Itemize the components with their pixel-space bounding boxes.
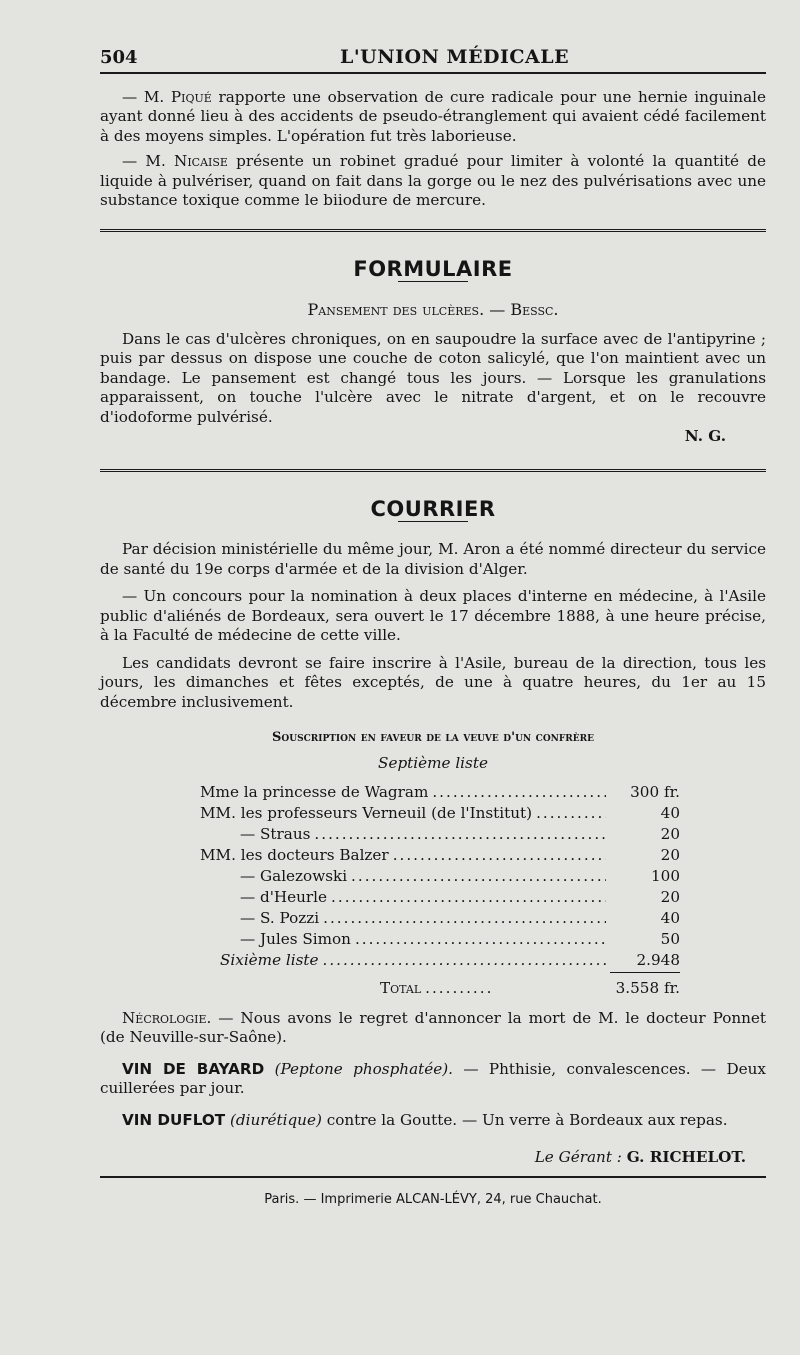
name-pique: Piqué — [170, 87, 212, 106]
paragraph-pique — [100, 88, 766, 147]
gerant-signature — [100, 1148, 766, 1168]
ad-name: VIN DE BAYARD — [122, 1059, 265, 1078]
text-pique: rapporte une observation de cure radicale pour une hernie inguinale ayant donné lieu à des accidents de pseudo-étranglement qui avaient cédé facilement à des moyens simples. L'opération fut très laborieuse. — [100, 87, 766, 145]
ad-paren: (diurétique) — [229, 1110, 322, 1129]
section-divider — [100, 469, 766, 476]
paragraph-nicaise — [100, 152, 766, 211]
section-divider — [100, 229, 766, 236]
souscription-heading: Souscription en faveur de la veuve d'un confrère — [272, 730, 594, 745]
courrier-paragraph-2: — Un concours pour la nomination à deux places d'interne en médecine, à l'Asile public d'aliénés de Bordeaux, sera ouvert le 17 décembre 1888, à une heure précise, à la Faculté de médecine de cette ville. — [100, 587, 766, 644]
formulaire-title: FORMULAIRE — [353, 256, 513, 281]
imprint-line: Paris. — Imprimerie ALCAN-LÉVY, 24, rue Chauchat. — [264, 1191, 602, 1207]
bottom-rule — [100, 1176, 766, 1178]
list-item: — Straus ..... 20 — [200, 825, 680, 846]
list-item: MM. les professeurs Verneuil (de l'Institut) ..... 40 — [200, 804, 680, 825]
formulaire-signature: N. G. — [684, 427, 726, 445]
ad-text: contre la Goutte. — Un verre à Bordeaux aux repas. — [321, 1110, 728, 1129]
necrologie-label: Nécrologie. — [122, 1008, 212, 1027]
total-amount: 3.558 fr. — [615, 979, 680, 997]
journal-title: L'UNION MÉDICALE — [340, 46, 570, 68]
list-item: MM. les docteurs Balzer ..... 20 — [200, 846, 680, 867]
souscription-list-title: Septième liste — [378, 753, 488, 772]
name-nicaise: Nicaise — [174, 152, 228, 170]
text-nicaise: présente un robinet gradué pour limiter à volonté la quantité de liquide à pulvériser, quand on fait dans la gorge ou le nez des pulvérisations avec une substance toxique comme le biiodure de mercure. — [100, 152, 766, 209]
necrologie-paragraph — [100, 1009, 766, 1048]
title-underline — [398, 521, 468, 522]
dash-prefix: — M. — [122, 87, 171, 106]
list-item: Sixième liste ..... 2.948 — [200, 951, 680, 972]
list-item: — d'Heurle ..... 20 — [200, 888, 680, 909]
total-rule — [610, 972, 680, 973]
courrier-title: COURRIER — [370, 496, 496, 521]
title-underline — [398, 281, 468, 282]
gerant-name: G. RICHELOT. — [626, 1148, 746, 1166]
page-header — [100, 48, 766, 74]
ad-text: — Phthisie, convalescences. — Deux cuillerées par jour. — [100, 1059, 766, 1097]
list-item: Mme la princesse de Wagram ..... 300 fr. — [200, 783, 680, 804]
ad-name: VIN DUFLOT — [122, 1110, 226, 1129]
formulaire-text: Dans le cas d'ulcères chroniques, on en saupoudre la surface avec de l'antipyrine ; puis par dessus on dispose une couche de coton salicylé, que l'on maintient avec un bandage. Le pansement est changé tous les jours. — Lorsque les granulations apparaissent, on touche l'ulcère avec le nitrate d'argent, et on le recouvre d'iodoforme pulvérisé. — [100, 329, 766, 426]
gerant-label: Le Gérant : — [534, 1148, 627, 1166]
total-label: Total — [380, 979, 422, 997]
ad-vin-de-bayard — [100, 1060, 766, 1099]
formulaire-subtitle: Pansement des ulcères. — Bessc. — [307, 300, 559, 319]
list-item: — S. Pozzi ..... 40 — [200, 909, 680, 930]
total-row: Total .......... 3.558 fr. — [380, 979, 680, 997]
courrier-paragraph-3: Les candidats devront se faire inscrire à l'Asile, bureau de la direction, tous les jours, les dimanches et fêtes exceptés, de une à quatre heures, du 1er au 15 décembre inclusivement. — [100, 653, 766, 711]
ad-vin-duflot — [100, 1111, 766, 1131]
list-item: — Jules Simon ..... 50 — [200, 930, 680, 951]
souscription-list — [200, 783, 680, 972]
page-number: 504 — [100, 47, 138, 68]
list-item: — Galezowski ..... 100 — [200, 867, 680, 888]
dash-prefix: — M. — [122, 152, 175, 170]
courrier-paragraph-1: Par décision ministérielle du même jour, M. Aron a été nommé directeur du service de santé du 19e corps d'armée et de la division d'Alger. — [100, 540, 766, 578]
necrologie-text: — Nous avons le regret d'annoncer la mort de M. le docteur Ponnet (de Neuville-sur-Saône). — [100, 1008, 766, 1046]
ad-paren: (Peptone phosphatée). — [274, 1059, 453, 1078]
